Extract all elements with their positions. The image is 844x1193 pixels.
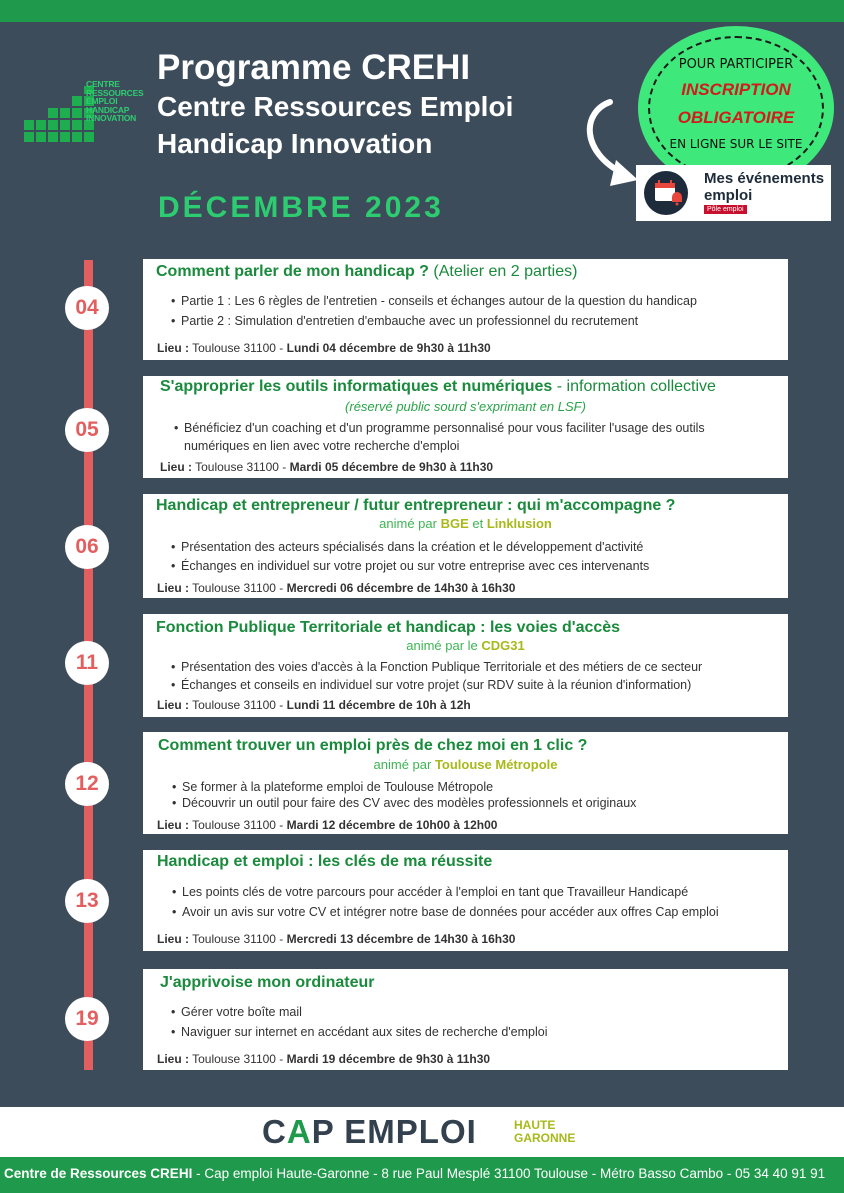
sub-org-1: Toulouse Métropole xyxy=(434,757,558,772)
event-bullet: • Présentation des acteurs spécialisés dans la création et le développement d'activité xyxy=(181,538,643,556)
event-date: Mercredi 13 décembre de 14h30 à 16h30 xyxy=(286,932,516,946)
event-title: Handicap et emploi : les clés de ma réussite xyxy=(157,853,493,870)
lieu-label: Lieu : xyxy=(157,1052,189,1066)
event-location xyxy=(160,460,493,474)
event-bullet: • Échanges en individuel sur votre projet ou sur votre entreprise avec ces intervenants xyxy=(181,557,649,575)
event-title-suffix: - information collective xyxy=(552,378,716,395)
badge-line-4: EN LIGNE SUR LE SITE xyxy=(669,137,803,151)
event-card xyxy=(143,850,788,951)
day-badge: 12 xyxy=(65,762,109,806)
event-card xyxy=(143,259,788,360)
event-card xyxy=(143,494,788,598)
cap-letter-a: A xyxy=(286,1113,312,1150)
lieu-place: Toulouse 31100 - xyxy=(192,460,290,474)
lieu-label: Lieu : xyxy=(157,698,189,712)
cap-emploi-logo xyxy=(262,1113,477,1151)
event-title: Comment trouver un emploi près de chez moi en 1 clic ? xyxy=(158,737,588,754)
event-location xyxy=(157,341,491,355)
event-bullet: • Présentation des voies d'accès à la Fonction Publique Territoriale et des métiers de ce secteur xyxy=(181,658,702,676)
haute-garonne-label xyxy=(514,1119,575,1145)
logo-text-line: HANDICAP xyxy=(86,104,130,115)
lieu-place: Toulouse 31100 - xyxy=(189,698,287,712)
sub-prefix: animé par xyxy=(373,757,435,772)
day-badge: 06 xyxy=(65,525,109,569)
sub-org-1: BGE xyxy=(440,516,469,531)
sub-prefix: animé par xyxy=(379,516,441,531)
day-badge: 11 xyxy=(65,641,109,685)
lieu-place: Toulouse 31100 - xyxy=(189,818,287,832)
footer-org: Centre de Ressources CREHI xyxy=(4,1166,193,1181)
calendar-bell-icon xyxy=(644,171,688,215)
event-date: Lundi 11 décembre de 10h à 12h xyxy=(286,698,471,712)
event-bullet: • Découvrir un outil pour faire des CV avec des modèles professionnels et originaux xyxy=(182,794,636,812)
day-badge: 13 xyxy=(65,879,109,923)
event-subtitle xyxy=(143,638,788,653)
event-card xyxy=(143,614,788,717)
logo-text-line: EMPLOI xyxy=(86,96,118,106)
sub-prefix: animé par le xyxy=(406,638,482,653)
event-title-suffix: (Atelier en 2 parties) xyxy=(428,263,578,280)
event-date: Mardi 12 décembre de 10h00 à 12h00 xyxy=(286,818,498,832)
badge-line-3: OBLIGATOIRE xyxy=(677,108,795,127)
day-badge: 04 xyxy=(65,286,109,330)
lieu-label: Lieu : xyxy=(157,341,189,355)
lieu-label: Lieu : xyxy=(157,818,189,832)
footer-address: - Cap emploi Haute-Garonne - 8 rue Paul Mesplé 31100 Toulouse - Métro Basso Cambo - 05 34 40 91 91 xyxy=(192,1166,826,1181)
event-title-text: S'approprier les outils informatiques et numériques xyxy=(160,378,553,395)
event-date: Lundi 04 décembre de 9h30 à 11h30 xyxy=(286,341,491,355)
event-card xyxy=(143,969,788,1070)
lieu-label: Lieu : xyxy=(160,460,192,474)
event-location xyxy=(157,1052,490,1066)
event-title: Handicap et entrepreneur / futur entrepreneur : qui m'accompagne ? xyxy=(156,497,676,514)
cap-rest: P EMPLOI xyxy=(311,1113,477,1150)
event-title: Fonction Publique Territoriale et handicap : les voies d'accès xyxy=(156,619,621,636)
event-bullet: • Se former à la plateforme emploi de Toulouse Métropole xyxy=(182,778,493,796)
month-heading: DÉCEMBRE 2023 xyxy=(158,191,444,224)
event-location xyxy=(157,818,497,832)
page-subtitle-1: Centre Ressources Emploi xyxy=(157,91,514,122)
site-title-line-2: emploi xyxy=(704,187,753,204)
sub-org-2: Linklusion xyxy=(486,516,552,531)
day-badge: 19 xyxy=(65,997,109,1041)
event-bullet: • Partie 2 : Simulation d'entretien d'embauche avec un professionnel du recrutement xyxy=(181,312,638,330)
badge-line-2: INSCRIPTION xyxy=(681,80,791,99)
event-card xyxy=(143,732,788,834)
logo-text-line: CENTRE xyxy=(86,79,120,89)
site-title-line-1: Mes événements xyxy=(704,170,825,187)
event-title-text: Comment parler de mon handicap ? xyxy=(156,263,429,280)
event-bullet: • Gérer votre boîte mail xyxy=(181,1003,302,1021)
event-title xyxy=(160,378,716,396)
event-title: J'apprivoise mon ordinateur xyxy=(160,974,375,991)
badge-line-1: POUR PARTICIPER xyxy=(678,57,794,72)
lieu-label: Lieu : xyxy=(157,932,189,946)
event-subtitle: (réservé public sourd s'exprimant en LSF) xyxy=(345,399,586,414)
event-date: Mercredi 06 décembre de 14h30 à 16h30 xyxy=(286,581,516,595)
event-location xyxy=(157,581,515,595)
event-title xyxy=(156,263,577,281)
lieu-place: Toulouse 31100 - xyxy=(189,581,287,595)
event-bullet: • Naviguer sur internet en accédant aux sites de recherche d'emploi xyxy=(181,1023,547,1041)
hg-line-1: HAUTE xyxy=(514,1118,556,1132)
sub-mid: et xyxy=(468,516,487,531)
event-date: Mardi 05 décembre de 9h30 à 11h30 xyxy=(289,460,494,474)
event-subtitle xyxy=(143,757,788,772)
event-subtitle xyxy=(143,516,788,531)
footer-contact xyxy=(4,1166,825,1181)
hg-line-2: GARONNE xyxy=(514,1131,576,1145)
top-bar xyxy=(0,0,844,22)
cap-letter-c: C xyxy=(262,1113,287,1150)
event-location xyxy=(157,698,471,712)
pole-emploi-tag: Pôle emploi xyxy=(704,205,747,214)
event-bullet: • Bénéficiez d'un coaching et d'un programme personnalisé pour vous faciliter l'usage des outils numériques en lien avec votre recherche d'emploi xyxy=(184,419,754,455)
page-title: Programme CREHI xyxy=(157,48,471,87)
lieu-place: Toulouse 31100 - xyxy=(189,932,287,946)
mes-evenements-emploi-link[interactable] xyxy=(636,165,831,221)
lieu-place: Toulouse 31100 - xyxy=(189,341,287,355)
logo-text xyxy=(86,80,144,123)
lieu-place: Toulouse 31100 - xyxy=(189,1052,287,1066)
sub-org-1: CDG31 xyxy=(481,638,525,653)
event-location xyxy=(157,932,515,946)
page-subtitle-2: Handicap Innovation xyxy=(157,128,433,159)
event-bullet: • Les points clés de votre parcours pour accéder à l'emploi en tant que Travailleur Handicapé xyxy=(182,883,688,901)
lieu-label: Lieu : xyxy=(157,581,189,595)
event-bullet: • Avoir un avis sur votre CV et intégrer notre base de données pour accéder aux offres Cap emploi xyxy=(182,903,719,921)
logo-text-line: RESSOURCES xyxy=(86,87,144,98)
event-date: Mardi 19 décembre de 9h30 à 11h30 xyxy=(286,1052,491,1066)
logo-text-line: INNOVATION xyxy=(86,113,137,123)
day-badge: 05 xyxy=(65,408,109,452)
event-bullet: • Échanges et conseils en individuel sur votre projet (sur RDV suite à la réunion d'information) xyxy=(181,676,691,694)
event-bullet: • Partie 1 : Les 6 règles de l'entretien - conseils et échanges autour de la question du handicap xyxy=(181,292,697,310)
event-card xyxy=(143,376,788,478)
